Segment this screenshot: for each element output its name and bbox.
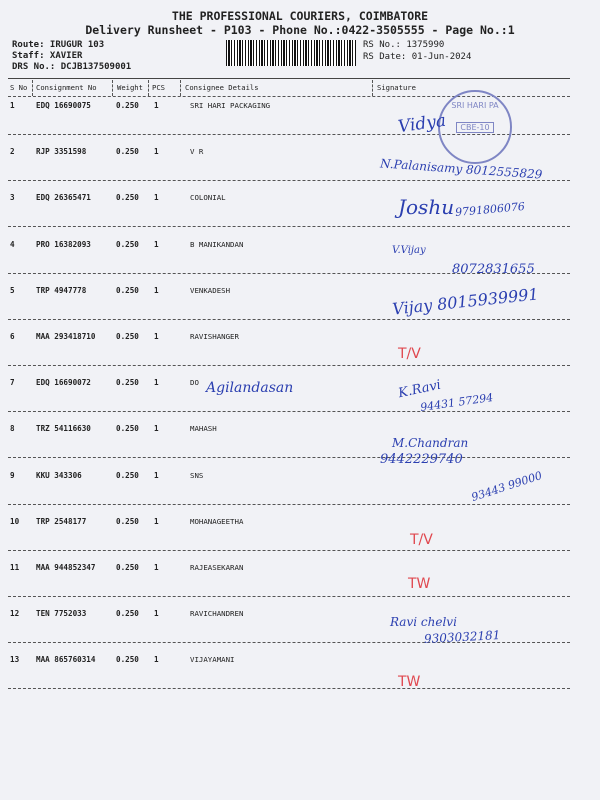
header-signature: Signature (377, 83, 416, 92)
row-cons: TRP 2548177 (36, 516, 87, 526)
col-divider (112, 80, 113, 96)
row-sno: 2 (10, 147, 15, 157)
phone-row-7: 94431 57294 (419, 390, 495, 415)
row-weight: 0.250 (116, 193, 139, 203)
row-sno: 9 (10, 470, 15, 480)
signature-row-1: Vidya (396, 110, 448, 138)
staff-label: Staff: XAVIER (12, 51, 83, 61)
row-consignee: MOHANAGEETHA (190, 516, 244, 526)
row-sno: 11 (10, 563, 20, 572)
row-pcs: 1 (154, 239, 159, 249)
stamp-code: CBE-10 (456, 122, 494, 133)
row-separator (8, 180, 570, 181)
signature-row-2: N.Palanisamy 8012555829 (379, 156, 543, 182)
row-cons: MAA 293418710 (36, 332, 96, 341)
row-cons: RJP 3351598 (36, 147, 87, 157)
row-pcs: 1 (154, 147, 159, 157)
header-top-rule (8, 78, 570, 79)
row-cons: KKU 343306 (36, 470, 82, 480)
row-sno: 6 (10, 332, 15, 341)
signature-row-3: Joshu (398, 195, 455, 219)
row-consignee: RAVISHANGER (190, 332, 239, 341)
row-consignee: RAVICHANDREN (190, 609, 244, 619)
signature-row-5: Vijay 8015939991 (391, 284, 540, 319)
row-cons: MAA 865760314 (36, 655, 96, 665)
row-consignee: B MANIKANDAN (190, 239, 244, 249)
row-consignee: DO (190, 378, 199, 388)
col-divider (372, 80, 373, 96)
phone-row-9: 93443 99000 (469, 468, 544, 505)
header-sno: S No (10, 83, 28, 92)
runsheet-subtitle: Delivery Runsheet - P103 - Phone No.:0422-3505555 - Page No.:1 (85, 23, 515, 37)
row-sno: 12 (10, 609, 20, 619)
rs-number: RS No.: 1375990 (363, 40, 445, 50)
row-weight: 0.250 (116, 563, 139, 572)
row-separator (8, 411, 570, 412)
route-label: Route: IRUGUR 103 (12, 40, 105, 50)
row-pcs: 1 (154, 193, 159, 203)
row-cons: EDQ 26365471 (36, 193, 91, 203)
phone-row-8: 9442229740 (380, 452, 463, 467)
row-consignee: RAJEASEKARAN (190, 563, 244, 572)
stamp-text: SRI HARI PA (451, 101, 499, 110)
row-separator (8, 457, 570, 458)
row-consignee: COLONIAL (190, 193, 226, 203)
row-consignee: V R (190, 147, 204, 157)
signature-row-7: K.Ravi (396, 377, 443, 402)
row-cons: MAA 944852347 (36, 563, 96, 572)
row-sno: 5 (10, 285, 15, 295)
row-cons: EDQ 16690075 (36, 101, 91, 110)
row-consignee: MAHASH (190, 424, 217, 434)
row-weight: 0.250 (116, 147, 139, 157)
phone-row-3: 9791806076 (454, 199, 526, 220)
row-pcs: 1 (154, 563, 159, 572)
signature-row-7-consignee: Agilandasan (206, 380, 294, 396)
row-pcs: 1 (154, 285, 159, 295)
row-separator (8, 504, 570, 505)
tv-mark-row-6: T/V (398, 346, 421, 362)
row-pcs: 1 (154, 101, 159, 110)
row-weight: 0.250 (116, 285, 139, 295)
row-cons: TRP 4947778 (36, 285, 87, 295)
row-cons: EDQ 16690072 (36, 378, 91, 388)
row-sno: 13 (10, 655, 20, 665)
company-title: THE PROFESSIONAL COURIERS, COIMBATORE (171, 9, 429, 23)
row-pcs: 1 (154, 470, 159, 480)
header-weight: Weight (117, 83, 143, 92)
row-weight: 0.250 (116, 470, 139, 480)
row-weight: 0.250 (116, 378, 139, 388)
row-pcs: 1 (154, 609, 159, 619)
row-weight: 0.250 (116, 655, 139, 665)
drs-label: DRS No.: DCJB137509001 (12, 62, 132, 72)
header-consignment: Consignment No (36, 83, 97, 92)
row-sno: 8 (10, 424, 15, 434)
header-pcs: PCS (152, 83, 165, 92)
row-sno: 7 (10, 378, 15, 388)
row-weight: 0.250 (116, 239, 139, 249)
row-weight: 0.250 (116, 101, 139, 110)
col-divider (32, 80, 33, 96)
row-pcs: 1 (154, 332, 159, 341)
signature-row-8: M.Chandran (392, 436, 469, 450)
signature-row-4: V.Vijay (392, 245, 426, 256)
signature-row-12: Ravi chelvi (390, 615, 457, 629)
row-cons: TRZ 54116630 (36, 424, 91, 434)
row-sno: 10 (10, 516, 20, 526)
row-weight: 0.250 (116, 516, 139, 526)
row-cons: TEN 7752033 (36, 609, 87, 619)
row-separator (8, 319, 570, 320)
row-separator (8, 550, 570, 551)
row-separator (8, 596, 570, 597)
row-separator (8, 688, 570, 689)
row-separator (8, 226, 570, 227)
tw-mark-row-13: TW (398, 674, 421, 690)
row-cons: PRO 16382093 (36, 239, 91, 249)
row-pcs: 1 (154, 516, 159, 526)
row-sno: 1 (10, 101, 15, 110)
row-weight: 0.250 (116, 332, 139, 341)
row-separator (8, 365, 570, 366)
col-divider (180, 80, 181, 96)
tw-mark-row-11: TW (408, 576, 431, 592)
row-weight: 0.250 (116, 609, 139, 619)
row-consignee: SNS (190, 470, 204, 480)
row-pcs: 1 (154, 378, 159, 388)
row-consignee: SRI HARI PACKAGING (190, 101, 271, 110)
phone-row-12: 9303032181 (423, 628, 501, 646)
col-divider (148, 80, 149, 96)
row-pcs: 1 (154, 424, 159, 434)
header-consignee: Consignee Details (185, 83, 259, 92)
tv-mark-row-10: T/V (410, 532, 433, 548)
company-stamp (438, 90, 512, 164)
row-sno: 4 (10, 239, 15, 249)
rs-date: RS Date: 01-Jun-2024 (363, 52, 472, 62)
barcode-icon (226, 40, 356, 66)
row-sno: 3 (10, 193, 15, 203)
row-weight: 0.250 (116, 424, 139, 434)
row-pcs: 1 (154, 655, 159, 665)
row-consignee: VENKADESH (190, 285, 231, 295)
phone-row-4: 8072831655 (452, 262, 535, 277)
row-consignee: VIJAYAMANI (190, 655, 235, 665)
